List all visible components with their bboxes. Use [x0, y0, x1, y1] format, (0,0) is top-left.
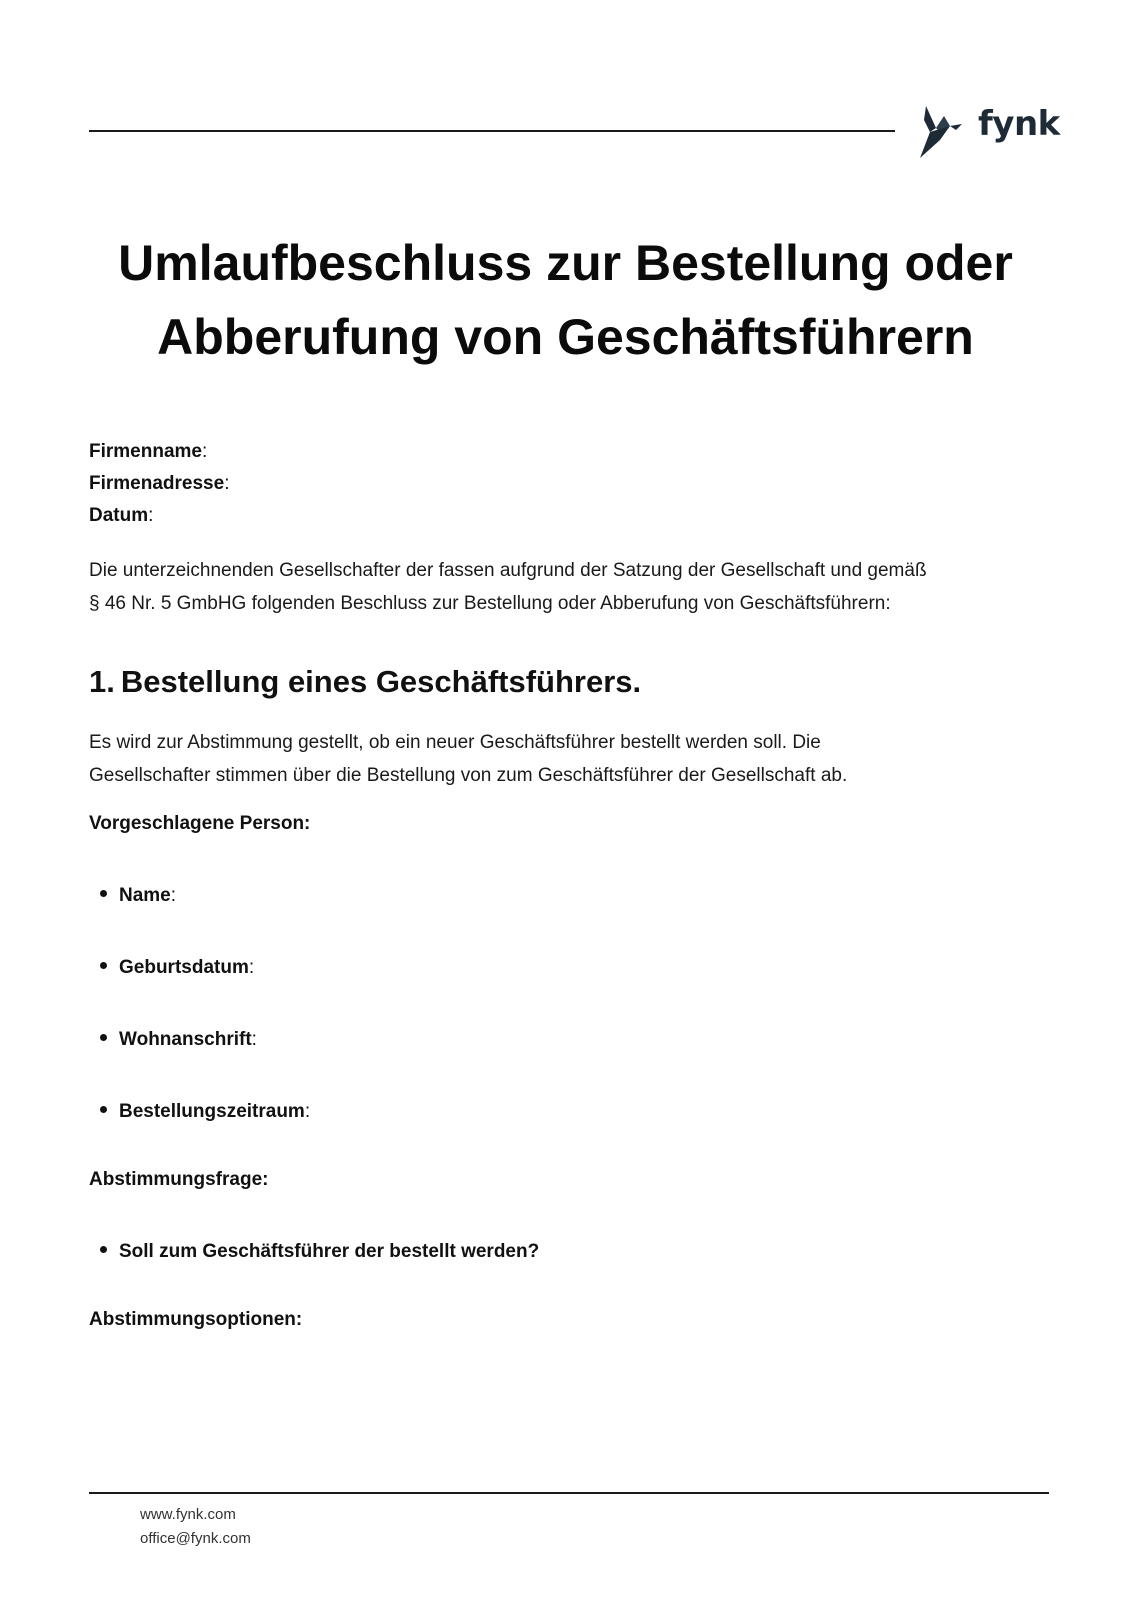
bullet-icon [100, 1246, 107, 1253]
date-label: Datum [89, 505, 149, 526]
bullet-icon [100, 1106, 107, 1113]
section-1-para-line-1: Es wird zur Abstimmung gestellt, ob ein neuer Geschäftsführer bestellt werden soll. Die [89, 732, 821, 753]
intro-line-2: § 46 Nr. 5 GmbHG folgenden Beschluss zur Bestellung oder Abberufung von Geschäftsführern: [89, 593, 891, 614]
person-field-colon: : [248, 957, 255, 978]
bullet-icon [100, 890, 107, 897]
section-1-para-line-2: Gesellschafter stimmen über die Bestellung von zum Geschäftsführer der Gesellschaft ab. [89, 765, 848, 786]
company-name-label: Firmenname [89, 441, 202, 462]
title-line-2: Abberufung von Geschäftsführern [157, 309, 974, 365]
person-field-label: Geburtsdatum [119, 957, 249, 978]
fynk-logo [920, 102, 1060, 162]
vote-question-text: Soll zum Geschäftsführer der bestellt werden? [119, 1241, 540, 1262]
company-name-colon: : [201, 441, 208, 462]
person-field-address [100, 1026, 257, 1054]
footer-email: office@fynk.com [140, 1530, 251, 1547]
section-1-heading [89, 662, 641, 702]
proposed-person-label: Vorgeschlagene Person: [89, 813, 311, 834]
company-address-row [89, 468, 229, 500]
header-divider [89, 130, 895, 132]
footer-website: www.fynk.com [140, 1506, 236, 1523]
footer-divider [89, 1492, 1049, 1494]
person-field-label: Name [119, 885, 171, 906]
intro-paragraph [89, 554, 1049, 620]
section-1-number: 1. [89, 664, 115, 699]
date-colon: : [148, 505, 154, 526]
company-name-row [89, 436, 229, 468]
section-1-paragraph [89, 726, 1049, 792]
document-title [60, 226, 1071, 374]
person-field-label: Bestellungszeitraum [119, 1101, 305, 1122]
company-address-label: Firmenadresse [89, 473, 225, 494]
person-field-birthdate [100, 954, 254, 982]
person-field-term [100, 1098, 310, 1126]
title-line-1: Umlaufbeschluss zur Bestellung oder [118, 235, 1013, 291]
bullet-icon [100, 962, 107, 969]
vote-question-item [100, 1238, 539, 1266]
footer-contact [140, 1503, 251, 1551]
company-address-colon: : [224, 473, 230, 494]
person-field-colon: : [170, 885, 177, 906]
bird-logo-icon [920, 106, 976, 158]
person-field-label: Wohnanschrift [119, 1029, 252, 1050]
section-1-title: Bestellung eines Geschäftsführers. [120, 664, 642, 699]
date-row [89, 500, 229, 532]
logo-wordmark: fynk [978, 104, 1060, 144]
person-field-colon: : [251, 1029, 257, 1050]
vote-question-label: Abstimmungsfrage: [89, 1169, 269, 1190]
intro-line-1: Die unterzeichnenden Gesellschafter der fassen aufgrund der Satzung der Gesellschaft und gemäß [89, 560, 927, 581]
person-field-colon: : [304, 1101, 311, 1122]
person-field-name [100, 882, 176, 910]
company-meta [89, 436, 229, 532]
bullet-icon [100, 1034, 107, 1041]
vote-options-label: Abstimmungsoptionen: [89, 1309, 303, 1330]
